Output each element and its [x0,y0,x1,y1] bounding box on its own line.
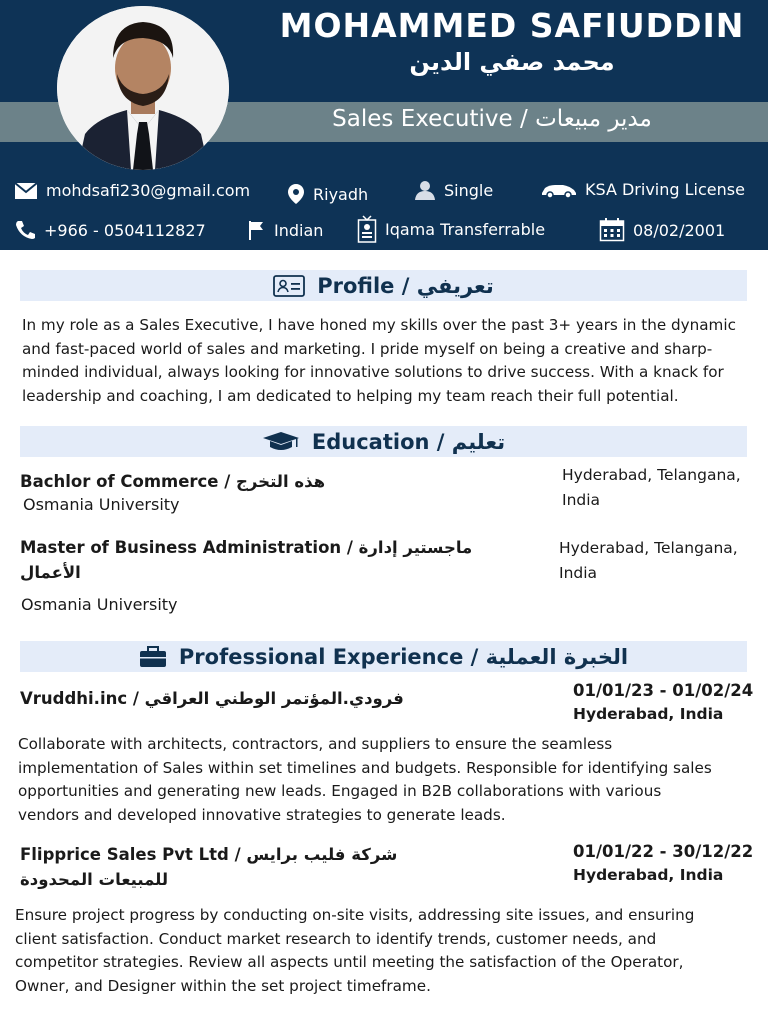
experience-dates: 01/01/22 - 30/12/22 [573,842,754,861]
experience-dates: 01/01/23 - 01/02/24 [573,681,754,700]
education-degree: Master of Business Administration / ماجستير إدارة [20,538,473,557]
contact-marital-status [414,180,493,200]
experience-company: للمبيعات المحدودة [20,870,169,889]
experience-location: Hyderabad, India [573,705,724,723]
education-location: India [559,564,598,582]
calendar-icon [599,218,625,242]
profile-line: leadership and coaching, I am dedicated to helping my team reach their full potential. [22,386,679,405]
education-location: Hyderabad, Telangana, [559,539,738,557]
id-badge-icon [357,215,377,243]
car-icon [541,182,577,198]
contact-city [287,183,368,205]
iqama-text: Iqama Transferrable [385,219,546,239]
phone-text: +966 - 0504112827 [44,220,206,240]
email-text: mohdsafi230@gmail.com [46,181,251,200]
contact-email[interactable] [14,181,250,200]
job-title: Sales Executive / مدير مبيعات [332,106,652,132]
contact-dob [599,218,725,242]
city-text: Riyadh [313,184,369,204]
envelope-icon [14,182,38,200]
phone-icon [14,220,36,240]
briefcase-icon [139,646,167,668]
experience-line: Owner, and Designer within the set project timeframe. [15,976,431,995]
full-name: MOHAMMED SAFIUDDIN [279,6,745,45]
experience-line: client satisfaction. Conduct market research to identify trends, customer needs, and [15,929,657,948]
experience-location: Hyderabad, India [573,866,724,884]
graduation-cap-icon [262,431,300,453]
experience-line: competitor strategies. Review all aspects until meeting the satisfaction of the Operator, [15,953,684,971]
flag-icon [248,220,266,240]
map-pin-icon [287,183,305,205]
education-section-title: Education / تعليم [311,429,506,454]
profile-line: In my role as a Sales Executive, I have honed my skills over the past 3+ years in the dynamic [22,316,736,334]
experience-section-header [20,641,747,672]
contact-phone[interactable] [14,220,206,240]
experience-company: Flipprice Sales Pvt Ltd / شركة فليب برايس [20,845,398,864]
profile-section-header [20,270,747,301]
full-name-arabic: محمد صفي الدين [409,48,615,76]
experience-line: implementation of Sales within set timelines and budgets. Responsible for identifying sales [18,758,712,777]
experience-line: vendors and developed innovative strategies to generate leads. [18,805,506,824]
nationality-text: Indian [274,220,324,240]
contact-license [541,180,745,199]
profile-line: and fast-paced world of sales and marketing. I pride myself on being a creative and sharp- [22,339,713,358]
experience-description [15,904,760,998]
dob-text: 08/02/2001 [633,220,726,240]
education-degree: الأعمال [20,563,81,582]
contact-iqama [357,215,545,243]
license-text: KSA Driving License [585,180,745,199]
education-degree: Bachlor of Commerce / هذه التخرج [20,472,326,491]
profile-photo [57,6,229,170]
contact-nationality [248,220,323,240]
education-location: Hyderabad, Telangana, [562,466,741,484]
experience-line: Collaborate with architects, contractors, and suppliers to ensure the seamless [18,735,613,753]
experience-line: Ensure project progress by conducting on-site visits, addressing site issues, and ensuring [15,906,695,924]
experience-company: Vruddhi.inc / فرودي.المؤتمر الوطني العراقي [20,689,404,708]
profile-section-title: Profile / تعريفي [317,273,494,298]
marital-status-text: Single [444,180,494,200]
education-university: Osmania University [21,595,178,614]
education-location: India [562,491,601,509]
education-university: Osmania University [23,495,180,514]
person-icon [414,180,436,200]
profile-line: minded individual, always looking for innovative solutions to drive success. With a knack for [22,363,724,381]
experience-description [18,733,758,827]
id-card-icon [273,275,305,297]
experience-section-title: Professional Experience / الخبرة العملية [178,644,629,669]
experience-line: opportunities and generating new leads. Engaged in B2B collaborations with various [18,782,662,800]
education-section-header [20,426,747,457]
profile-summary [22,314,757,408]
